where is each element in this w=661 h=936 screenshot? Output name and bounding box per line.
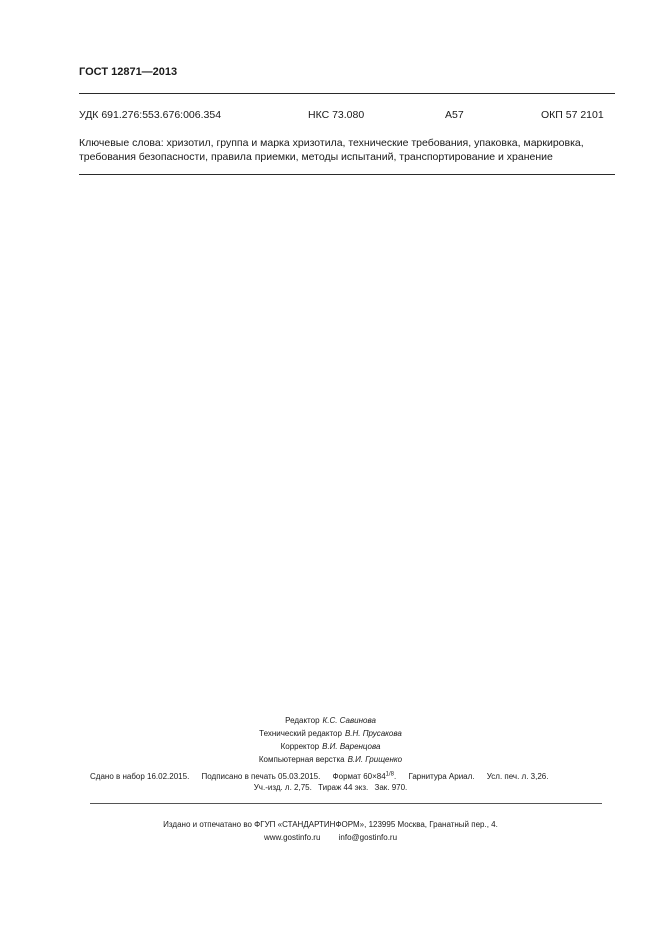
keywords-divider [79, 174, 615, 175]
document-title: ГОСТ 12871—2013 [79, 66, 178, 78]
typeface: Гарнитура Ариал. [408, 771, 475, 781]
keywords-line: требования безопасности, правила приемки, методы испытаний, транспортирование и хранение [79, 151, 553, 163]
credits-block [0, 714, 661, 766]
udk-code: УДК 691.276:553.676:006.354 [79, 109, 222, 121]
order-number: Зак. 970. [374, 783, 408, 792]
credit-editor: Редактор К.С. Савинова [285, 716, 376, 725]
print-info-line [90, 771, 558, 781]
credit-corrector: Корректор В.И. Варенцова [280, 742, 381, 751]
print-run: Тираж 44 экз. [318, 783, 369, 792]
format: Формат $60\times 84^{1/8}$. [332, 771, 397, 781]
group-code: А57 [445, 109, 464, 121]
credit-layout: Компьютерная верстка В.И. Грищенко [258, 755, 403, 764]
email-link[interactable]: info@gostinfo.ru [338, 833, 398, 842]
publisher-contacts [0, 831, 661, 844]
top-divider [79, 93, 615, 94]
credit-tech-editor: Технический редактор В.Н. Прусакова [259, 729, 402, 738]
website-link[interactable]: www.gostinfo.ru [263, 833, 321, 842]
publisher-block [0, 818, 661, 844]
nks-code: НКС 73.080 [308, 109, 365, 121]
keywords-block [79, 136, 619, 164]
publisher-line: Издано и отпечатано во ФГУП «СТАНДАРТИНФОРМ», 123995 Москва, Гранатный пер., 4. [163, 820, 498, 829]
submitted-date: Сдано в набор 16.02.2015. [90, 771, 190, 781]
keywords-line: Ключевые слова: хризотил, группа и марка хризотила, технические требования, упаковка, маркировка, [79, 137, 584, 149]
print-info-line-2 [0, 783, 661, 792]
print-divider [90, 803, 602, 804]
signed-date: Подписано в печать 05.03.2015. [201, 771, 321, 781]
okp-code: ОКП 57 2101 [541, 109, 604, 121]
edition-sheets: Уч.-изд. л. 2,75. [253, 783, 312, 792]
sheets: Усл. печ. л. 3,26. [486, 771, 549, 781]
